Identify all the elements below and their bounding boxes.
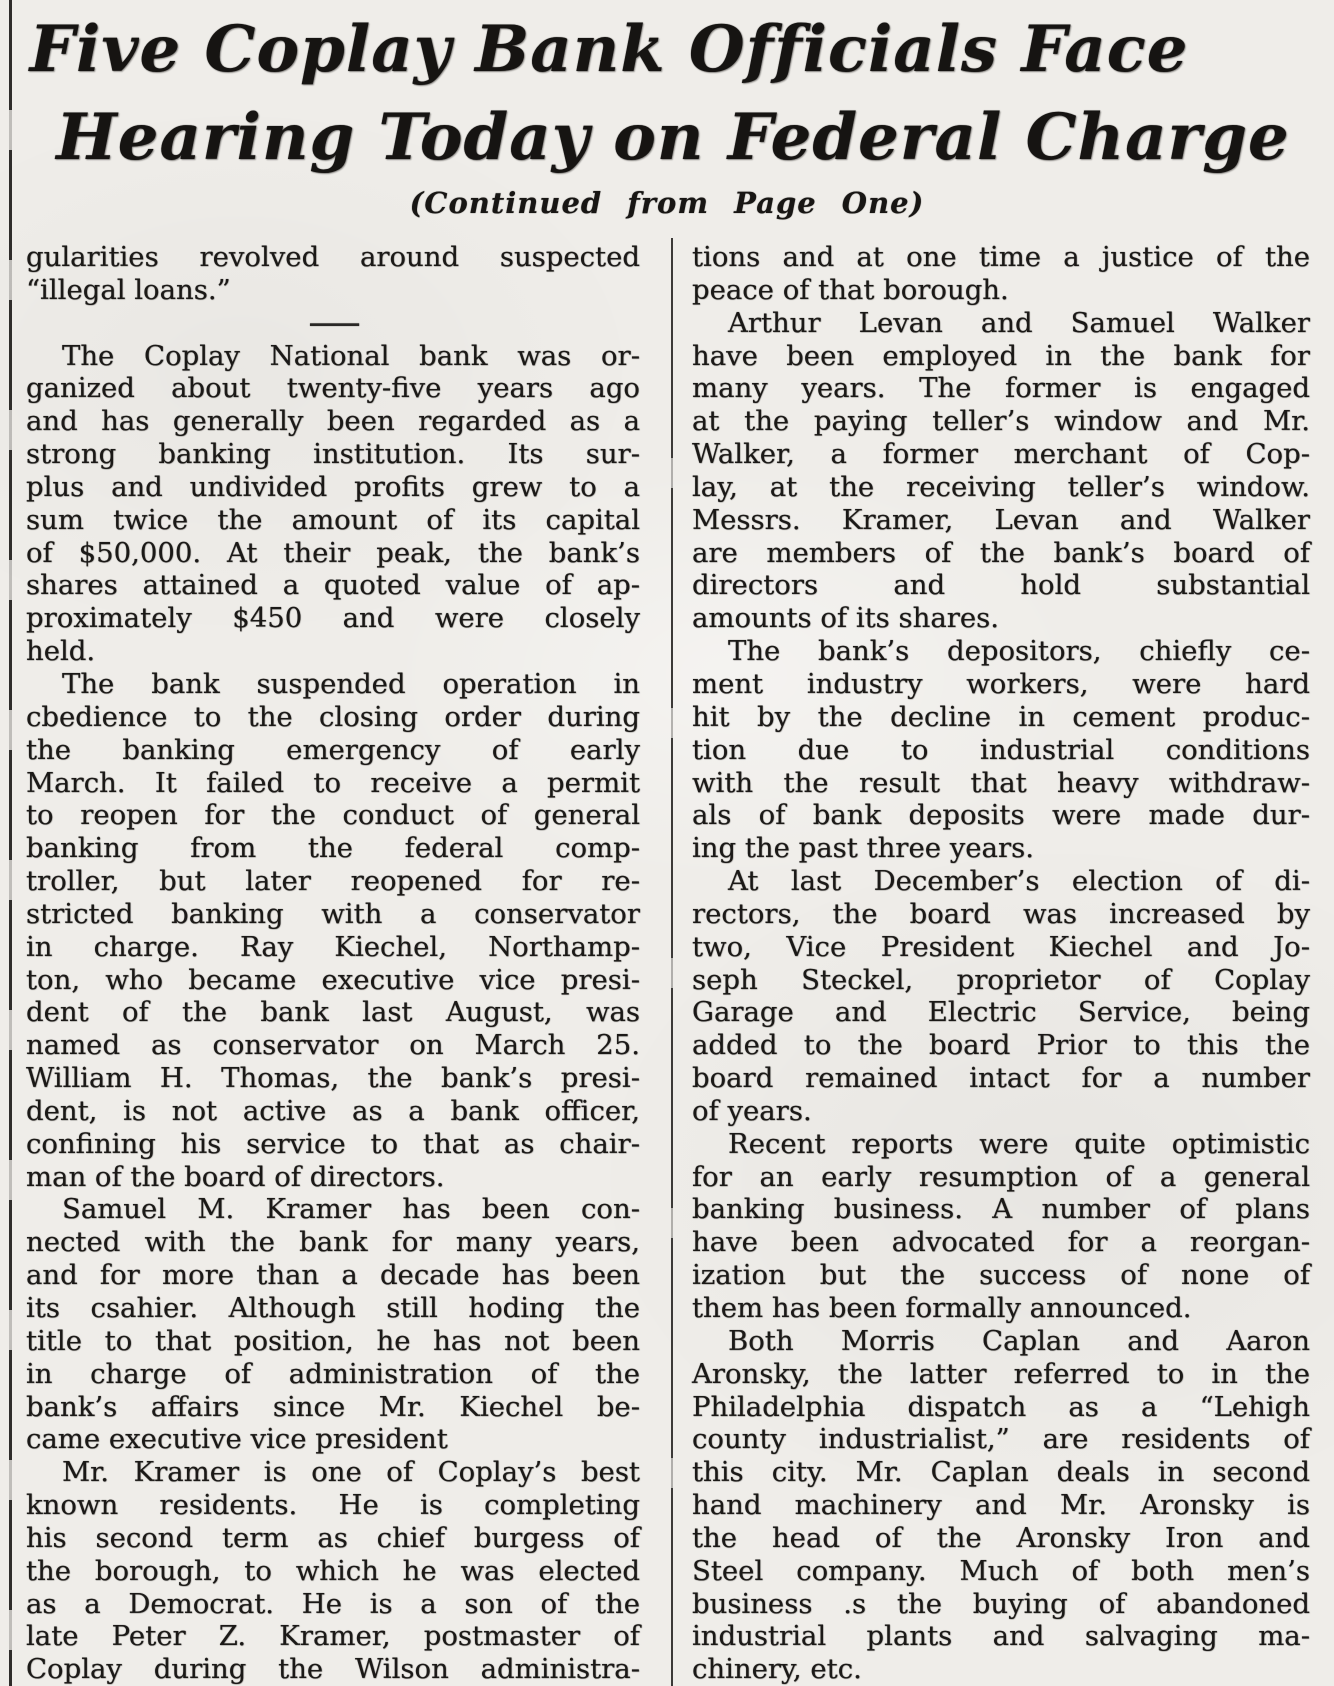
text-line: William H. Thomas, the bank’s presi- bbox=[26, 1062, 640, 1095]
paragraph bbox=[26, 340, 640, 668]
text-line: directors and hold substantial bbox=[692, 569, 1310, 602]
text-line: late Peter Z. Kramer, postmaster of bbox=[26, 1620, 640, 1653]
text-line: Messrs. Kramer, Levan and Walker bbox=[692, 503, 1310, 536]
text-line: at the paying teller’s window and Mr. bbox=[692, 405, 1310, 438]
text-line: Both Morris Caplan and Aaron bbox=[728, 1324, 1310, 1357]
text-line: tion due to industrial conditions bbox=[692, 733, 1310, 766]
text-line: the borough, to which he was elected bbox=[26, 1554, 640, 1587]
text-line: man of the board of directors. bbox=[26, 1160, 445, 1193]
text-line: banking business. A number of plans bbox=[692, 1193, 1310, 1226]
text-line: Garage and Electric Service, being bbox=[692, 996, 1310, 1029]
text-line: known residents. He is completing bbox=[26, 1489, 640, 1522]
article-masthead bbox=[0, 6, 1334, 220]
text-line: to reopen for the conduct of general bbox=[26, 799, 640, 832]
text-line: stricted banking with a conservator bbox=[26, 897, 640, 930]
text-line: Aronsky, the latter referred to in the bbox=[692, 1357, 1310, 1390]
text-line: industrial plants and salvaging ma- bbox=[692, 1620, 1310, 1653]
right-column bbox=[692, 241, 1310, 1686]
text-line: are members of the bank’s board of bbox=[692, 536, 1310, 569]
text-line: ganized about twenty-five years ago bbox=[26, 372, 640, 405]
text-line: The bank’s depositors, chiefly ce- bbox=[728, 635, 1310, 668]
text-line: sum twice the amount of its capital bbox=[26, 503, 640, 536]
paragraph bbox=[692, 635, 1310, 865]
text-line: county industrialist,” are residents of bbox=[692, 1423, 1310, 1456]
text-line: The Coplay National bank was or- bbox=[62, 339, 640, 372]
text-line: gularities revolved around suspected bbox=[26, 241, 640, 273]
text-line: lay, at the receiving teller’s window. bbox=[692, 470, 1310, 503]
text-line: Walker, a former merchant of Cop- bbox=[692, 438, 1310, 471]
text-line: in charge of administration of the bbox=[26, 1357, 640, 1390]
text-line: Steel company. Much of both men’s bbox=[692, 1554, 1310, 1587]
text-line: confining his service to that as chair- bbox=[26, 1127, 640, 1160]
text-line: have been employed in the bank for bbox=[692, 339, 1310, 372]
text-line: added to the board Prior to this the bbox=[692, 1029, 1310, 1062]
text-line: its csahier. Although still hoding the bbox=[26, 1292, 640, 1324]
text-line: March. It failed to receive a permit bbox=[26, 766, 640, 799]
text-line: Recent reports were quite optimistic bbox=[728, 1127, 1310, 1160]
text-line: the head of the Aronsky Iron and bbox=[692, 1521, 1310, 1554]
text-line: of years. bbox=[692, 1094, 812, 1127]
text-line: with the result that heavy withdraw- bbox=[692, 766, 1310, 799]
paragraph bbox=[692, 1325, 1310, 1686]
text-line: cbedience to the closing order during bbox=[26, 700, 640, 733]
text-line: board remained intact for a number bbox=[692, 1062, 1310, 1095]
paragraph bbox=[692, 1128, 1310, 1325]
text-line: rectors, the board was increased by bbox=[692, 897, 1310, 930]
text-line: have been advocated for a reorgan- bbox=[692, 1226, 1310, 1259]
column-divider-rule bbox=[671, 238, 673, 1686]
text-line: dent of the bank last August, was bbox=[26, 996, 640, 1029]
text-line: and has generally been regarded as a bbox=[26, 405, 640, 438]
text-line: hand machinery and Mr. Aronsky is bbox=[692, 1489, 1310, 1522]
text-line: als of bank deposits were made dur- bbox=[692, 799, 1310, 832]
text-line: nected with the bank for many years, bbox=[26, 1226, 640, 1259]
text-line: Samuel M. Kramer has been con- bbox=[62, 1193, 640, 1226]
text-line: named as conservator on March 25. bbox=[26, 1029, 640, 1062]
text-line: “illegal loans.” bbox=[26, 273, 231, 306]
text-line: dent, is not active as a bank officer, bbox=[26, 1094, 640, 1127]
paragraph bbox=[692, 865, 1310, 1128]
text-line: them has been formally announced. bbox=[692, 1292, 1192, 1324]
text-line: hit by the decline in cement produc- bbox=[692, 700, 1310, 733]
text-line: ization but the success of none of bbox=[692, 1259, 1310, 1292]
text-line: Philadelphia dispatch as a “Lehigh bbox=[692, 1390, 1310, 1423]
text-line: many years. The former is engaged bbox=[692, 372, 1310, 405]
text-line: held. bbox=[26, 635, 96, 668]
text-line: his second term as chief burgess of bbox=[26, 1521, 640, 1554]
text-line: plus and undivided profits grew to a bbox=[26, 470, 640, 503]
text-line: for an early resumption of a general bbox=[692, 1160, 1310, 1193]
text-line: this city. Mr. Caplan deals in second bbox=[692, 1456, 1310, 1489]
text-line: and for more than a decade has been bbox=[26, 1259, 640, 1292]
paragraph bbox=[26, 668, 640, 1194]
text-line: seph Steckel, proprietor of Coplay bbox=[692, 963, 1310, 996]
paragraph bbox=[692, 241, 1310, 307]
text-line: in charge. Ray Kiechel, Northamp- bbox=[26, 930, 640, 963]
text-line: tions and at one time a justice of the bbox=[692, 241, 1310, 273]
text-line: amounts of its shares. bbox=[692, 602, 1000, 635]
text-line: peace of that borough. bbox=[692, 273, 1009, 306]
text-line: The bank suspended operation in bbox=[62, 667, 640, 700]
paragraph bbox=[26, 241, 640, 307]
paragraph bbox=[26, 1456, 640, 1686]
text-line: Mr. Kramer is one of Coplay’s best bbox=[62, 1456, 640, 1489]
text-line: the banking emergency of early bbox=[26, 733, 640, 766]
text-line: strong banking institution. Its sur- bbox=[26, 438, 640, 471]
page-left-edge-rule bbox=[9, 0, 12, 1686]
text-line: Coplay during the Wilson administra- bbox=[26, 1653, 640, 1686]
text-line: ing the past three years. bbox=[692, 832, 1034, 865]
text-line: bank’s affairs since Mr. Kiechel be- bbox=[26, 1390, 640, 1423]
headline-line-1: Five Coplay Bank Officials Face bbox=[29, 12, 1189, 87]
paragraph bbox=[692, 307, 1310, 635]
text-line: ment industry workers, were hard bbox=[692, 667, 1310, 700]
text-line: came executive vice president bbox=[26, 1423, 448, 1456]
text-line: title to that position, he has not been bbox=[26, 1324, 640, 1357]
text-line: shares attained a quoted value of ap- bbox=[26, 569, 640, 602]
text-line: as a Democrat. He is a son of the bbox=[26, 1587, 640, 1620]
text-line: banking from the federal comp- bbox=[26, 832, 640, 865]
text-line: chinery, etc. bbox=[692, 1653, 862, 1686]
text-line: ton, who became executive vice presi- bbox=[26, 963, 640, 996]
section-divider: —— bbox=[308, 309, 358, 336]
continued-from-note: (Continued from Page One) bbox=[409, 186, 925, 220]
text-line: two, Vice President Kiechel and Jo- bbox=[692, 930, 1310, 963]
text-line: proximately $450 and were closely bbox=[26, 602, 640, 635]
text-line: of $50,000. At their peak, the bank’s bbox=[26, 536, 640, 569]
left-column bbox=[26, 241, 640, 1686]
text-line: troller, but later reopened for re- bbox=[26, 865, 640, 898]
text-line: Arthur Levan and Samuel Walker bbox=[728, 306, 1310, 339]
headline-line-2: Hearing Today on Federal Charge bbox=[56, 100, 1290, 175]
text-line: business .s the buying of abandoned bbox=[692, 1587, 1310, 1620]
text-line: At last December’s election of di- bbox=[728, 865, 1310, 898]
paragraph bbox=[26, 1193, 640, 1456]
